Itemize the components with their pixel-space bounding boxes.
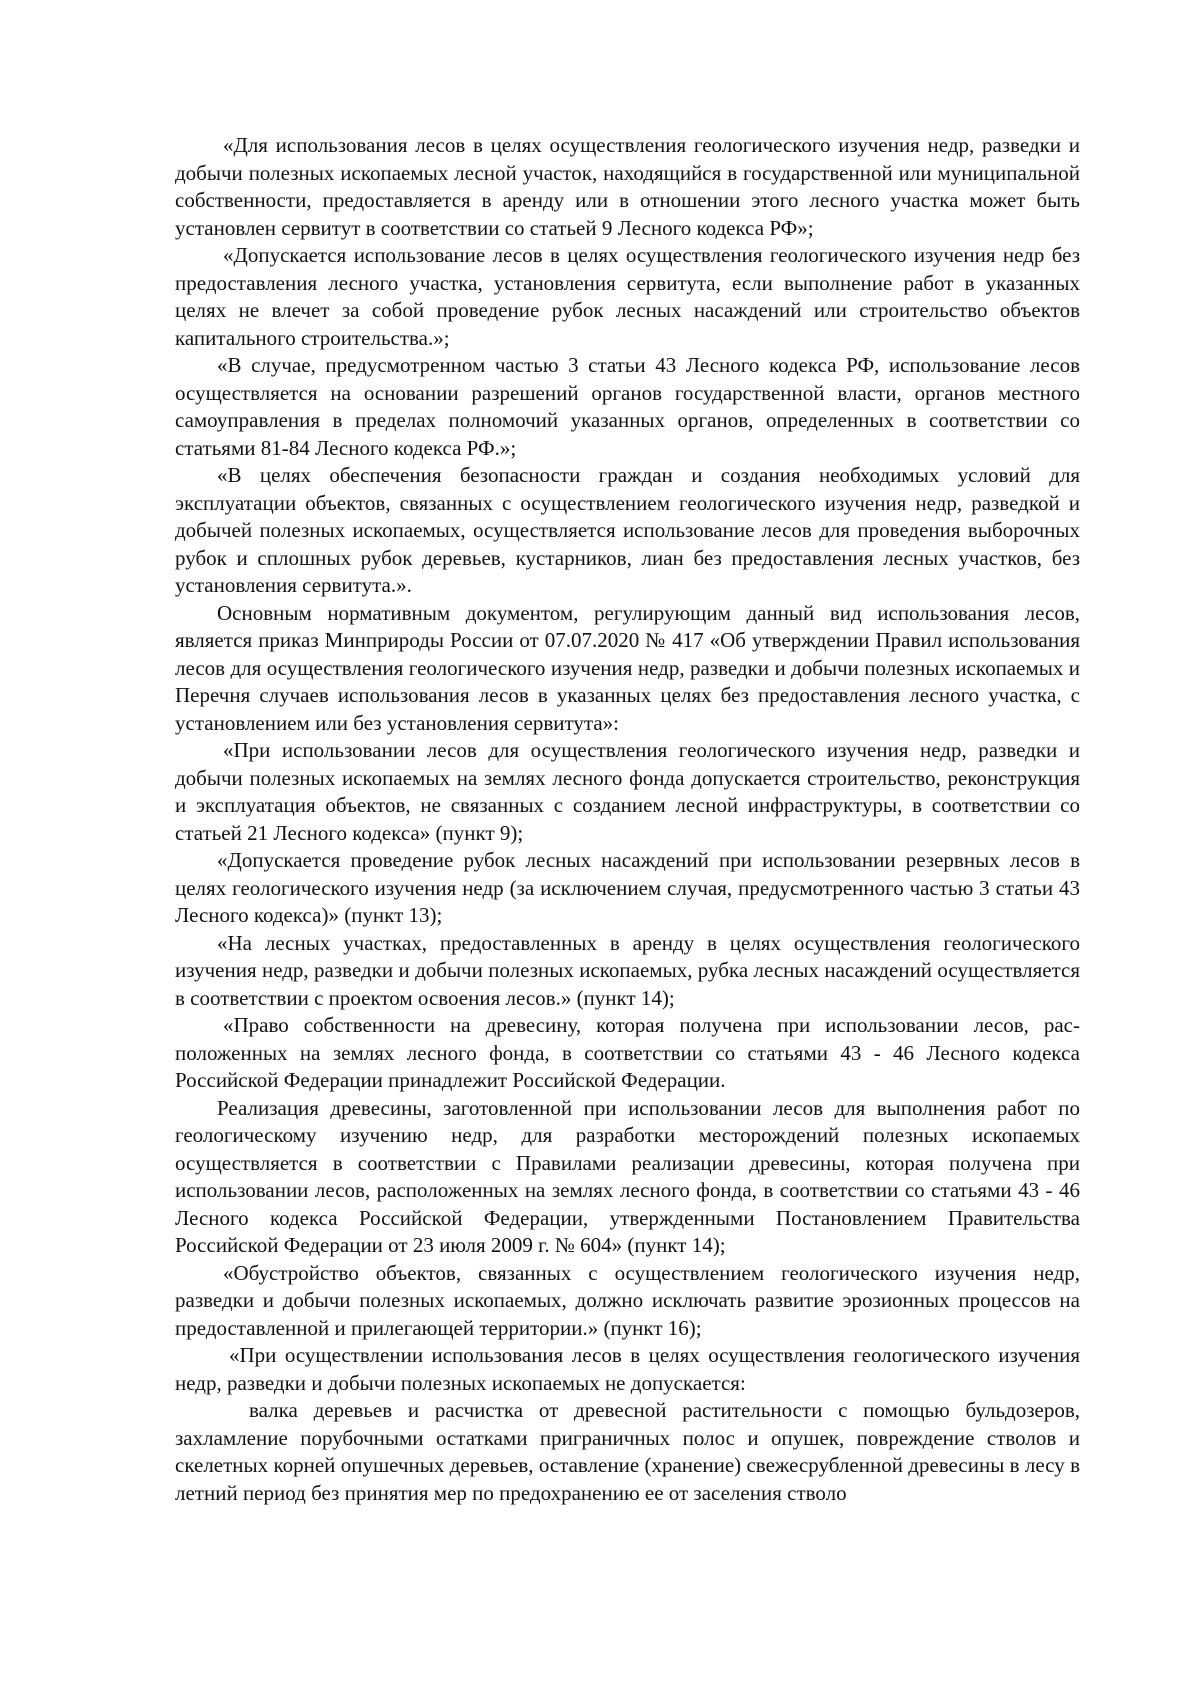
paragraph-wood-sale: Реализация древесины, заготовленной при использовании лесов для выполнения работ по геологическому изучению недр, для разработки месторождений полезных ископаемых осуществляется в соответствии с Правилами реализации древесины, которая получена при использовании лесов, расположенных на землях лесного фонда, в соответствии со статьями 43 - 46 Лесного кодекса Российской Федерации, утвержденными Постановлением Правительства Российской Федерации от 23 июля 2009 г. № 604» (пункт 14); <box>175 1095 1080 1257</box>
paragraph-item-13: «Допускается проведение рубок лесных насаждений при использовании резервных лесов в целях геологического изучения недр (за исключением случая, предусмотренного частью 3 статьи 43 Лесного кодекса)» (пункт 13); <box>175 848 1080 927</box>
paragraph-use-without-plot: «Допускается использование лесов в целях осуществления геологического изучения недр без предоставления лесного участка, установления сервитута, если выполнение работ в указанных целях не влечет за собой проведение рубок лесных насаждений или строительство объектов капитального строительства.»; <box>175 243 1080 350</box>
paragraph-not-allowed: «При осуществлении использования лесов в целях осуществления геологического изучения недр, разведки и добычи полезных ископаемых не допускается: <box>175 1343 1080 1395</box>
paragraph-item-16: «Обустройство объектов, связанных с осуществлением геологического изучения недр, разведки и добычи полезных ископаемых, должно исключать развитие эрозионных процессов на предоставленной и прилегающей территории.» (пункт 16); <box>175 1260 1080 1340</box>
paragraph-item-14-lease: «На лесных участках, предоставленных в аренду в целях осуществления геологического изучения недр, разведки и добычи полезных ископаемых, рубка лесных насаждений осуществляется в соответствии с проектом освоения лесов.» (пункт 14); <box>175 930 1080 1010</box>
paragraph-wood-ownership: «Право собственности на древесину, которая получена при использовании лесов, расположенных на землях лесного фонда, в соответствии со статьями 43 - 46 Лесного кодекса Российской Федерации принадлежит Российской Федерации. <box>175 1013 1080 1092</box>
paragraph-order-417: Основным нормативным документом, регулирующим данный вид использования лесов, является приказ Минприроды России от 07.07.2020 № 417 «Об утверждении Правил использования лесов для осуществления геологического изучения недр, разведки и добычи полезных ископаемых и Перечня случаев использования лесов в указанных целях без предоставления лесного участка, с установлением или без установления сервитута»: <box>175 600 1080 735</box>
paragraph-lease-or-servitude: «Для использования лесов в целях осуществления геологического изучения недр, разведки и добычи полезных ископаемых лесной участок, находящийся в государственной или муниципальной собственности, предоставляется в аренду или в отношении этого лесного участка может быть установлен сервитут в соответствии со статьей 9 Лесного кодекса РФ»; <box>175 133 1080 240</box>
document-page <box>175 132 1080 1507</box>
paragraph-item-9: «При использовании лесов для осуществления геологического изучения недр, разведки и добычи полезных ископаемых на землях лесного фонда допускается строительство, реконструкция и эксплуатация объектов, не связанных с созданием лесной инфраструктуры, в соответствии со статьей 21 Лесного кодекса» (пункт 9); <box>175 738 1080 845</box>
paragraph-part3-article43: «В случае, предусмотренном частью 3 статьи 43 Лесного кодекса РФ, использование лесов осуществляется на основании разрешений органов государственной власти, органов местного самоуправления в пределах полномочий указанных органов, определенных в соответствии со статьями 81-84 Лесного кодекса РФ.»; <box>175 353 1080 460</box>
paragraph-safety-felling: «В целях обеспечения безопасности граждан и создания необходимых условий для эксплуатации объектов, связанных с осуществлением геологического изучения недр, разведкой и добычей полезных ископаемых, осуществляется использование лесов для проведения выборочных рубок и сплошных рубок деревьев, кустарников, лиан без предоставления лесных участков, без установления сервитута.». <box>175 463 1080 597</box>
paragraph-prohibited-actions: валка деревьев и расчистка от древесной растительности с помощью бульдозеров, захламление порубочными остатками приграничных полос и опушек, повреждение стволов и скелетных корней опушечных деревьев, оставление (хранение) свежесрубленной древесины в лесу в летний период без принятия мер по предохранению ее от заселения стволо <box>175 1398 1080 1505</box>
